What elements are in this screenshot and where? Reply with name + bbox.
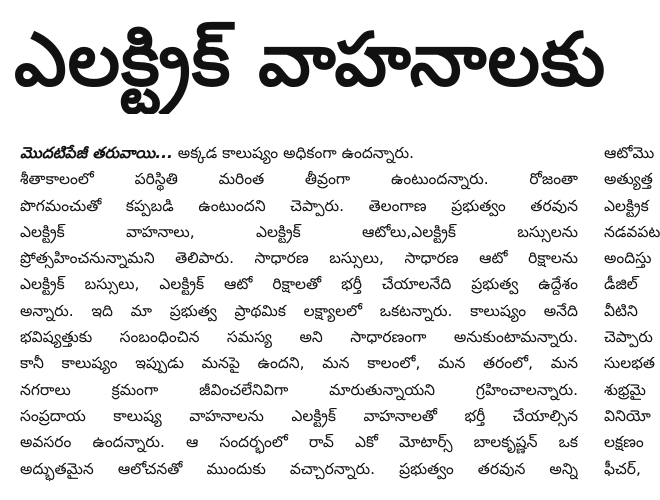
side-line-1: ఆటోమొ [604,144,655,162]
article-line-9: కానీ కాలుష్యం ఇప్పుడు మనపై ఉందని, మన కాలంలో, మన తరంలో, మన [20,354,578,373]
article-line-4: ఎలక్ట్రిక్ వాహనాలు, ఎలక్ట్రిక్ ఆటోలు,ఎలక్ట్రిక్ బస్సులను [20,222,578,241]
article-line-6: ఎలక్ట్రిక్ బస్సులు, ఎలక్ట్రిక్ ఆటో రిక్షాలతో భర్తీ చేయాలనేది ప్రభుత్వ ఉద్దేశం [20,275,578,294]
side-line-13: ఫీచర్, [604,459,641,478]
article-line-5: ప్రోత్సహించనున్నామని తెలిపారు. సాధారణ బస్సులు, సాధారణ ఆటో రిక్షాలను [20,249,578,268]
side-line-6: డీజిల్ [604,275,638,294]
article-line-3: పొగమంచుతో కప్పబడి ఉంటుందని చెప్పారు. తెలంగాణ ప్రభుత్వం తరవున [20,196,578,215]
side-line-9: సులభత [604,354,655,373]
article-line-12: అవసరం ఉందన్నారు. ఆ సందర్భంలో రావ్ ఎకో మోటార్స్ బాలకృష్ణన్ ఒక [20,433,578,452]
side-line-7: వీటిని [604,301,638,320]
continuation-label: మొదటిపేజీ తరువాయి... [20,144,173,162]
side-line-3: ఎలక్ట్రిక [604,196,649,215]
side-line-10: శుభ్రమై [604,380,646,399]
side-line-4: నడవపట [604,222,660,241]
article-line-1 [20,140,578,166]
side-line-11: వినియో [604,406,651,425]
side-line-2: అత్యుత్త [604,170,653,189]
article-column [20,140,578,500]
side-line-8: చెప్పారు [604,328,653,347]
article-line-8: భవిష్యత్తుకు సంబంధించిన సమస్య అని సాధారణంగా అనుకుంటామన్నారు. [20,328,578,347]
article-line-13: అద్భుతమైన ఆలోచనతో ముందుకు వచ్చారన్నారు. ప్రభుత్వం తరవున అన్ని [20,459,578,478]
article-line-1-text: అక్కడ కాలుష్యం అధికంగా ఉందన్నారు. [172,144,415,162]
article-line-7: అన్నారు. ఇది మా ప్రభుత్వ ప్రాథమిక లక్ష్యాలలో ఒకటన్నారు. కాలుష్యం అనేది [20,301,578,320]
side-line-5: అందిస్తు [604,249,652,268]
side-column [604,140,660,500]
headline: ఎలక్ట్రిక్ వాహనాలకు [14,17,607,103]
side-line-12: లక్షణం [604,433,644,452]
article-line-2: శీతాకాలంలో పరిస్థితి మరింత తీవ్రంగా ఉంటుందన్నారు. రోజంతా [20,170,578,189]
article-line-11: సంప్రదాయ కాలుష్య వాహనాలను ఎలక్ట్రిక్ వాహనాలతో భర్తీ చేయాల్సిన [20,406,578,425]
article-line-10: నగరాలు క్రమంగా జీవించలేనివిగా మారుతున్నాయని గ్రహించాలన్నారు. [20,380,578,399]
